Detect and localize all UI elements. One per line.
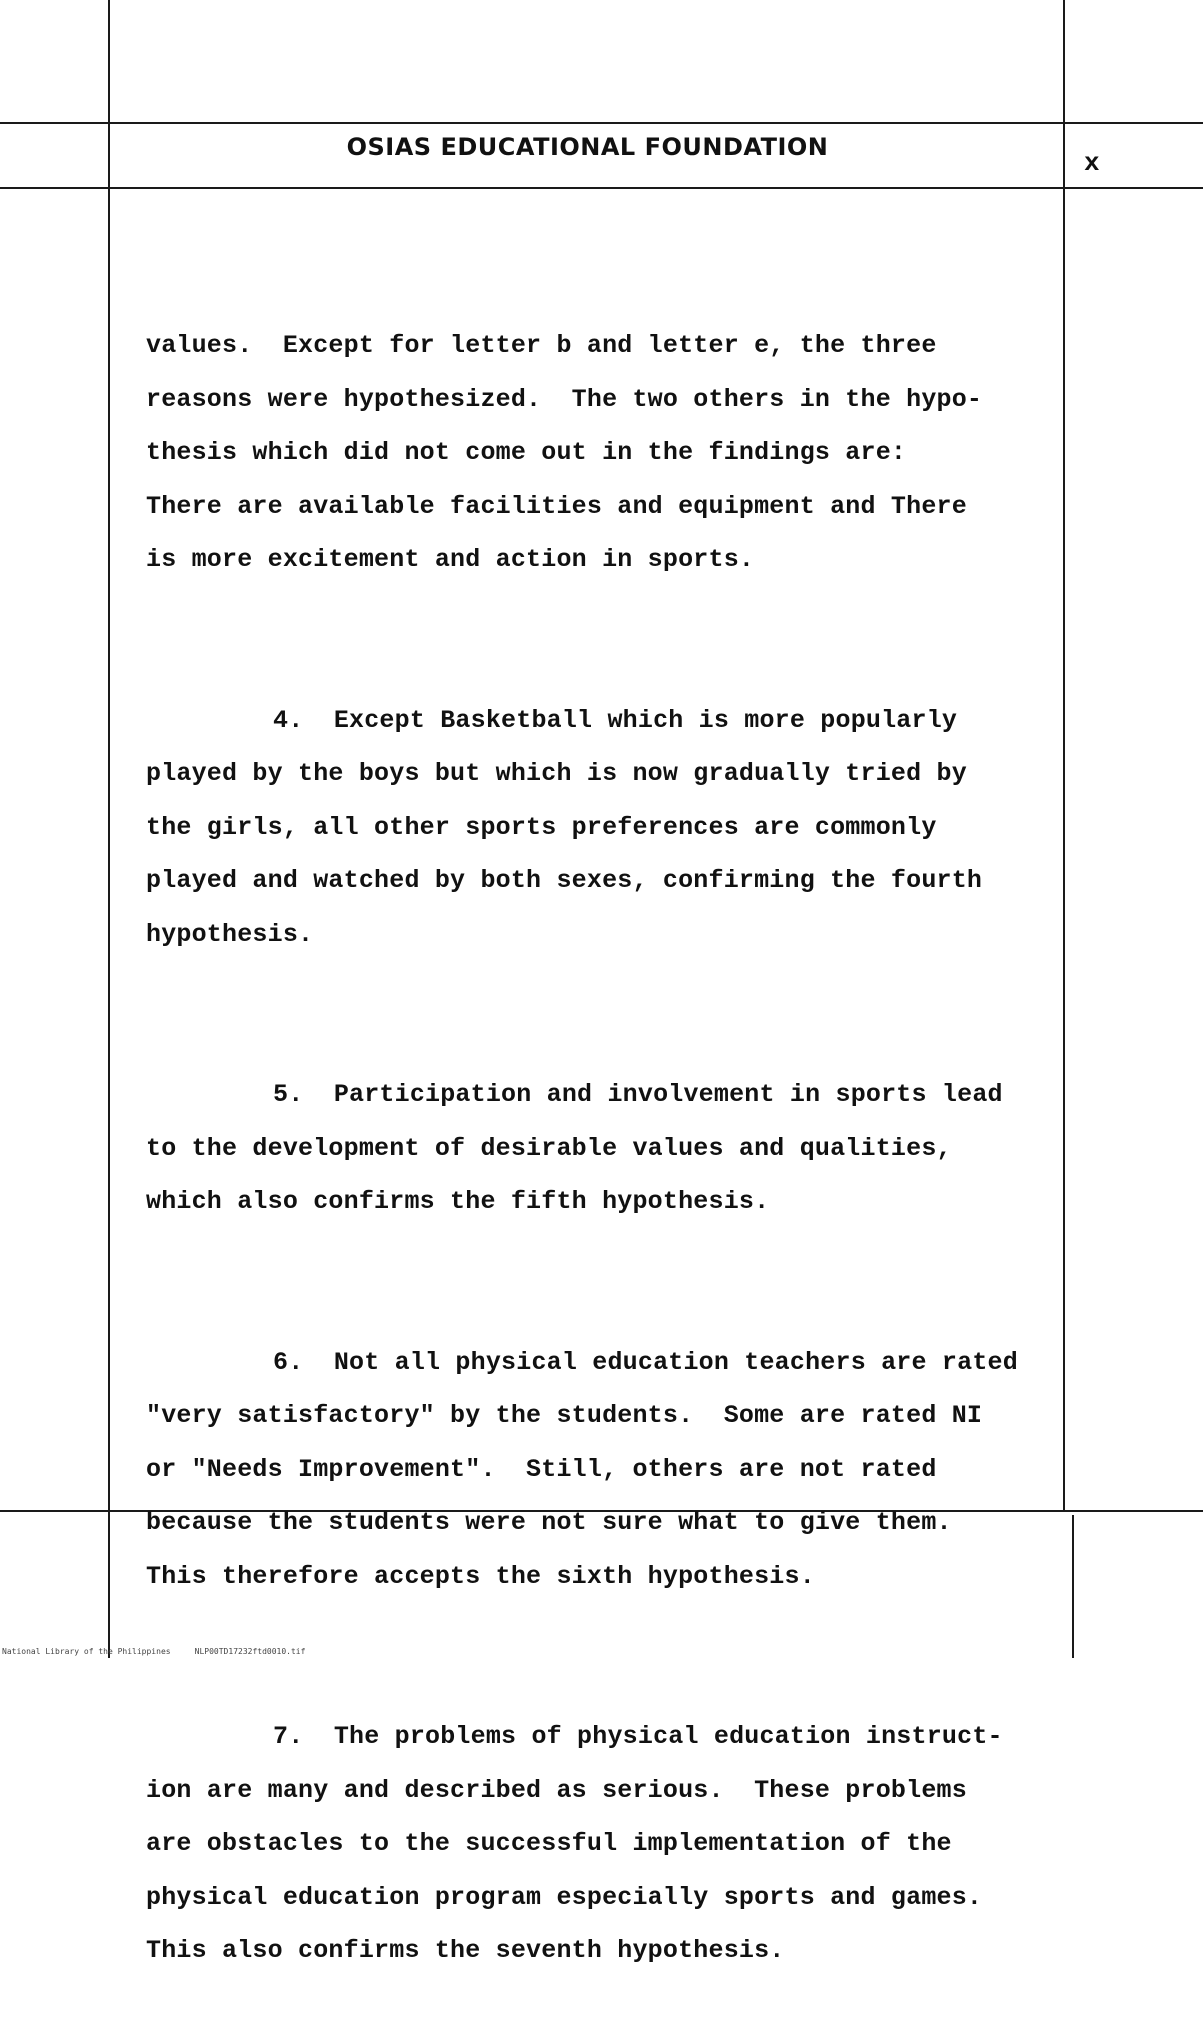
item-number: 4. bbox=[273, 705, 304, 735]
page-number: x bbox=[1084, 148, 1100, 178]
document-body bbox=[146, 212, 1076, 2031]
left-margin-rule bbox=[108, 0, 110, 1658]
paragraph-item-4: 4. Except Basketball which is more popularly played by the boys but which is now gradually tried by the girls, all other sports preferences are commonly played and watched by both sexes, confirming the fourth hypothesis. bbox=[146, 705, 983, 949]
item-number: 5. bbox=[273, 1080, 304, 1109]
header-top-rule bbox=[0, 122, 1203, 124]
paragraph-item-6: 6. Not all physical education teachers are rated "very satisfactory" by the students. Some are rated NI or "Needs Improvement". Still, others are not rated because the students were not sure what to give them. This therefore accepts the sixth hypothesis. bbox=[146, 1347, 1018, 1591]
paragraph-item-5: 5. Participation and involvement in sports lead to the development of desirable values and qualities, which also confirms the fifth hypothesis. bbox=[146, 1080, 1003, 1216]
paragraph-continuation: values. Except for letter b and letter e, the three reasons were hypothesized. The two others in the hypo- thesis which did not come out in the findings are: There are available facilities and equipment and There is more excitement and action in sports. bbox=[146, 331, 983, 574]
scan-source-note: National Library of the Philippines NLP00TD17232ftd0010.tif bbox=[2, 1647, 306, 1656]
item-number: 6. bbox=[273, 1347, 304, 1377]
page-header-title: OSIAS EDUCATIONAL FOUNDATION bbox=[346, 133, 829, 161]
paragraph-item-7: 7. The problems of physical education instruct- ion are many and described as serious. These problems are obstacles to the successful implementation of the physical education program especially sports and games. This also confirms the seventh hypothesis. bbox=[146, 1722, 1003, 1965]
item-number: 7. bbox=[273, 1722, 304, 1751]
header-bottom-rule bbox=[0, 187, 1203, 189]
